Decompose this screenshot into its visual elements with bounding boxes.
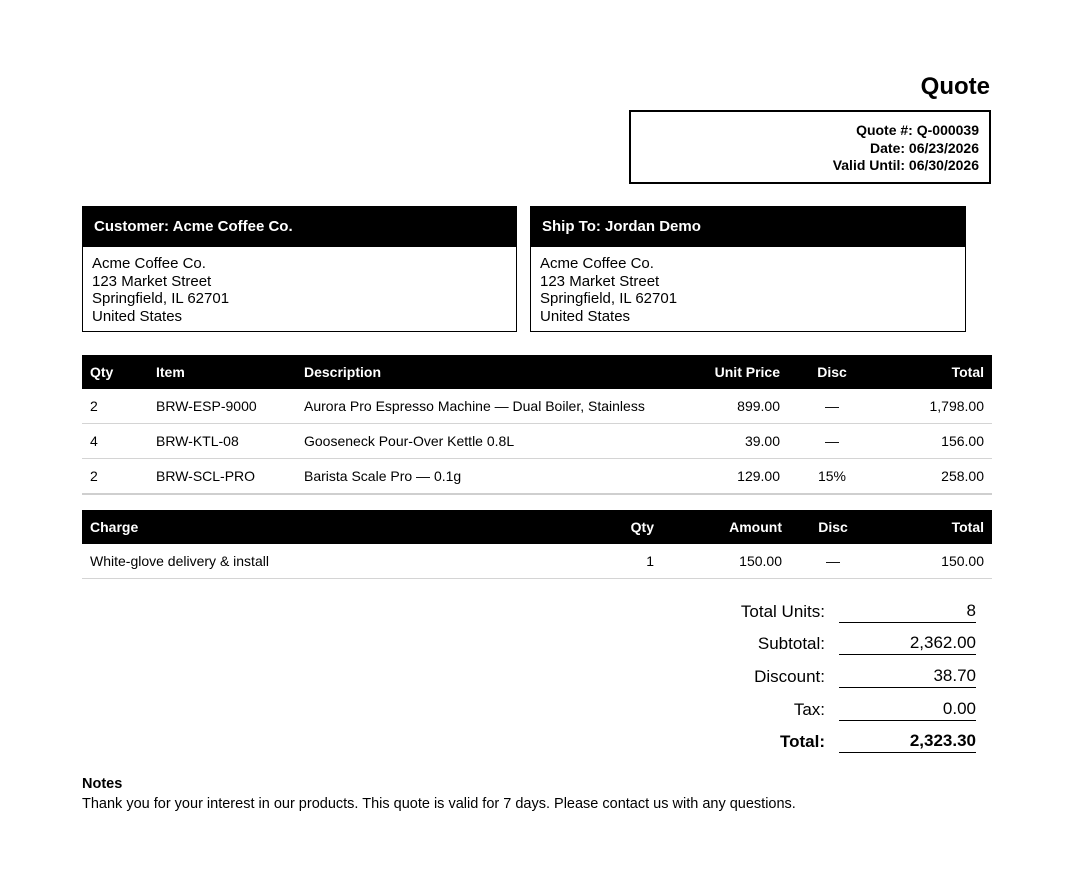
address-line: Acme Coffee Co. — [540, 255, 654, 272]
discount-row — [600, 655, 990, 688]
discount-value: 38.70 — [839, 665, 976, 688]
col-description: Description — [296, 355, 662, 389]
address-line: United States — [92, 307, 183, 325]
subtotal-row — [600, 623, 990, 656]
col-total: Total — [876, 510, 992, 544]
items-header-row — [82, 355, 992, 389]
totals-block — [600, 590, 990, 753]
table-row — [82, 459, 992, 495]
cell-disc: — — [788, 389, 876, 424]
notes-section — [82, 775, 796, 815]
total-units-value: 8 — [839, 600, 976, 623]
document-title: Quote — [920, 73, 990, 100]
cell-disc: — — [790, 544, 876, 579]
address-line: United States — [540, 307, 631, 325]
discount-label: Discount: — [754, 667, 825, 687]
tax-row — [600, 688, 990, 721]
address-line: 123 Market Street — [92, 272, 212, 290]
total-units-label: Total Units: — [740, 601, 825, 621]
cell-qty: 2 — [82, 459, 148, 495]
col-disc: Disc — [788, 355, 876, 389]
table-row — [82, 389, 992, 424]
cell-charge: White-glove delivery & install — [82, 544, 592, 579]
subtotal-value: 2,362.00 — [839, 632, 976, 655]
subtotal-label: Subtotal: — [757, 634, 825, 654]
cell-qty: 4 — [82, 424, 148, 459]
charges-table — [82, 510, 992, 579]
col-qty: Qty — [592, 510, 662, 544]
cell-description: Aurora Pro Espresso Machine — Dual Boiler, Stainless — [296, 389, 662, 424]
cell-unit-price: 129.00 — [662, 459, 788, 495]
cell-qty: 2 — [82, 389, 148, 424]
grand-total-label: Total: — [779, 732, 825, 752]
col-item: Item — [148, 355, 296, 389]
col-qty: Qty — [82, 355, 148, 389]
address-line: Springfield, IL 62701 — [92, 290, 230, 307]
ship-to-box — [530, 206, 966, 332]
quote-valid-until: Valid Until: 06/30/2026 — [832, 157, 979, 173]
cell-unit-price: 899.00 — [662, 389, 788, 424]
cell-total: 258.00 — [876, 459, 992, 495]
cell-item: BRW-KTL-08 — [148, 424, 296, 459]
cell-total: 1,798.00 — [876, 389, 992, 424]
col-charge: Charge — [82, 510, 592, 544]
address-line: Acme Coffee Co. — [92, 255, 206, 272]
table-row — [82, 544, 992, 579]
table-row — [82, 424, 992, 459]
tax-value: 0.00 — [839, 698, 976, 721]
cell-qty: 1 — [592, 544, 662, 579]
cell-item: BRW-ESP-9000 — [148, 389, 296, 424]
address-line: Springfield, IL 62701 — [540, 290, 678, 307]
notes-heading: Notes — [82, 776, 123, 792]
grand-total-value: 2,323.30 — [839, 730, 976, 753]
quote-date: Date: 06/23/2026 — [870, 139, 979, 156]
charges-header-row — [82, 510, 992, 544]
cell-description: Barista Scale Pro — 0.1g — [296, 459, 662, 495]
cell-item: BRW-SCL-PRO — [148, 459, 296, 495]
ship-to-address — [531, 247, 965, 325]
address-line: 123 Market Street — [540, 272, 660, 290]
col-disc: Disc — [790, 510, 876, 544]
cell-description: Gooseneck Pour-Over Kettle 0.8L — [296, 424, 662, 459]
cell-total: 150.00 — [876, 544, 992, 579]
cell-unit-price: 39.00 — [662, 424, 788, 459]
col-total: Total — [876, 355, 992, 389]
col-unit-price: Unit Price — [662, 355, 788, 389]
tax-label: Tax: — [793, 699, 825, 719]
cell-total: 156.00 — [876, 424, 992, 459]
ship-to-heading: Ship To: Jordan Demo — [531, 207, 965, 247]
items-table — [82, 355, 992, 495]
grand-total-row — [600, 721, 990, 754]
cell-disc: 15% — [788, 459, 876, 495]
quote-meta-box — [629, 110, 991, 184]
customer-heading: Customer: Acme Coffee Co. — [83, 207, 516, 247]
quote-number: Quote #: Q-000039 — [856, 122, 979, 138]
cell-amount: 150.00 — [662, 544, 790, 579]
customer-box — [82, 206, 517, 332]
cell-disc: — — [788, 424, 876, 459]
col-amount: Amount — [662, 510, 790, 544]
notes-body: Thank you for your interest in our products. This quote is valid for 7 days. Please contact us with any questions. — [82, 796, 796, 812]
customer-address — [83, 247, 516, 325]
total-units-row — [600, 590, 990, 623]
